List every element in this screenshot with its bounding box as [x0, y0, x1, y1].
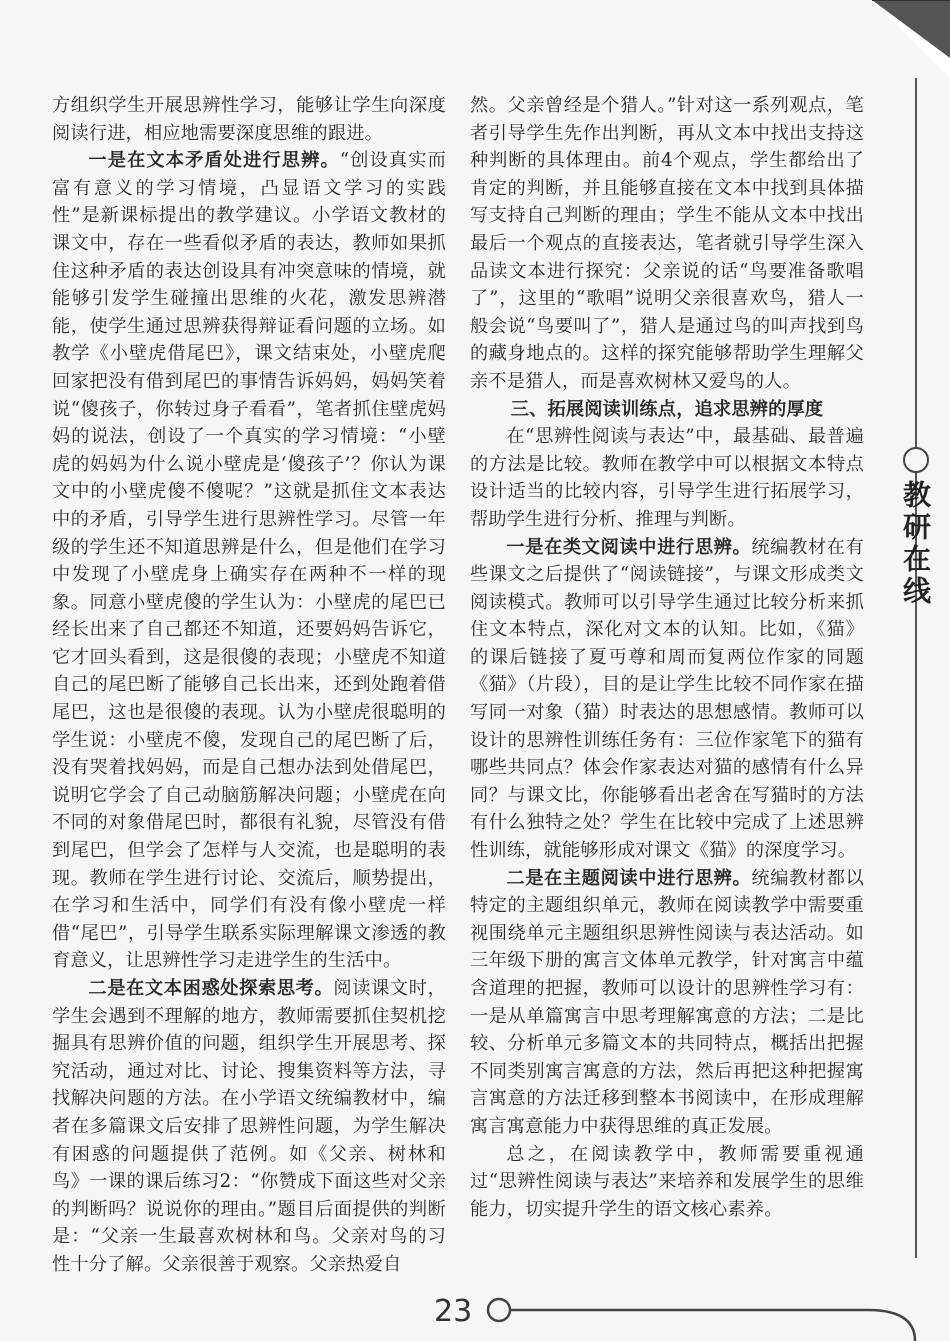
paragraph: 一是在文本矛盾处进行思辨。“创设真实而富有意义的学习情境，凸显语文学习的实践性”是新课标提出的教学建议。小学语文教材的课文中，存在一些看似矛盾的表达，教师如果抓住这种矛盾的表达创设具有冲突意味的情境，就能够引发学生碰撞出思维的火花，激发思辨潜能，使学生通过思辨获得辩证看问题的立场。如教学《小壁虎借尾巴》，课文结束处，小壁虎爬回家把没有借到尾巴的事情告诉妈妈，妈妈笑着说“傻孩子，你转过身子看看”，笔者抓住壁虎妈妈的说法，创设了一个真实的学习情境：“小壁虎的妈妈为什么说小壁虎是‘傻孩子’？你认为课文中的小壁虎傻不傻呢？”这就是抓住文本表达中的矛盾，引导学生进行思辨性学习。尽管一年级的学生还不知道思辨是什么，但是他们在学习中发现了小壁虎身上确实存在两种不一样的现象。同意小壁虎傻的学生认为：小壁虎的尾巴已经长出来了自己都还不知道，还要妈妈告诉它，它才回头看到，这是很傻的表现；小壁虎不知道自己的尾巴断了能够自己长出来，还到处跑着借尾巴，这也是很傻的表现。认为小壁虎很聪明的学生说：小壁虎不傻，发现自己的尾巴断了后，没有哭着找妈妈，而是自己想办法到处借尾巴，说明它学会了自己动脑筋解决问题；小壁虎在向不同的对象借尾巴时，都很有礼貌，尽管没有借到尾巴，但学会了怎样与人交流，也是聪明的表现。教师在学生进行讨论、交流后，顺势提出，在学习和生活中，同学们有没有像小壁虎一样借“尾巴”，引导学生联系实际理解课文渗透的教育意义，让思辨性学习走进学生的生活中。	[52, 150, 446, 972]
side-rule	[915, 78, 917, 1258]
side-circle-marker	[903, 447, 929, 473]
right-column	[470, 92, 864, 1223]
paragraph-lead: 一是在类文阅读中进行思辨。	[506, 536, 752, 558]
paragraph: 二是在文本困惑处探索思考。阅读课文时，学生会遇到不理解的地方，教师需要抓住契机挖掘具有思辨价值的问题，组织学生开展思考、探究活动，通过对比、讨论、搜集资料等方法，寻找解决问题的方法。在小学语文统编教材中，编者在多篇课文后安排了思辨性问题，为学生解决有困惑的问题提供了范例。如《父亲、树林和鸟》一课的课后练习2：“你赞成下面这些对父亲的判断吗？说说你的理由。”题目后面提供的判断是：“父亲一生最喜欢树林和鸟。父亲对鸟的习性十分了解。父亲很善于观察。父亲热爱自	[52, 978, 447, 1275]
paragraph: 一是在类文阅读中进行思辨。统编教材在有些课文之后提供了“阅读链接”，与课文形成类文阅读模式。教师可以引导学生通过比较分析来抓住文本特点，深化对文本的认知。比如，《猫》的课后链接了夏丏尊和周而复两位作家的同题《猫》（片段），目的是让学生比较不同作家在描写同一对象（猫）时表达的思想感情。教师可以设计的思辨性训练任务有：三位作家笔下的猫有哪些共同点？体会作家表达对猫的感情有什么异同？与课文比，你能够看出老舍在写猫时的方法有什么独特之处？学生在比较中完成了上述思辨性训练，就能够形成对课文《猫》的深度学习。	[470, 536, 865, 862]
section-label: 教研在线	[899, 480, 932, 608]
paragraph: 方组织学生开展思辨性学习，能够让学生向深度阅读行进，相应地需要深度思维的跟进。	[52, 95, 446, 144]
left-column	[52, 92, 446, 1279]
paragraph-lead: 二是在文本困惑处探索思考。	[88, 978, 334, 999]
paragraph: 二是在主题阅读中进行思辨。统编教材都以特定的主题组织单元，教师在阅读教学中需要重视围绕单元主题组织思辨性阅读与表达活动。如三年级下册的寓言文体单元教学，针对寓言中蕴含道理的把握，教师可以设计的思辨性学习有：一是从单篇寓言中思考理解寓意的方法；二是比较、分析单元多篇文本的共同特点，概括出把握不同类别寓言寓意的方法，然后再把这种把握寓言寓意的方法迁移到整本书阅读中，在形成理解寓言寓意能力中获得思维的真正发展。	[470, 867, 865, 1137]
paragraph: 总之，在阅读教学中，教师需要重视通过“思辨性阅读与表达”来培养和发展学生的思维能力，切实提升学生的语文核心素养。	[470, 1143, 864, 1220]
corner-triangle-decoration	[872, 0, 950, 78]
paragraph: 然。父亲曾经是个猎人。”针对这一系列观点，笔者引导学生先作出判断，再从文本中找出支持这种判断的具体理由。前4个观点，学生都给出了肯定的判断，并且能够直接在文本中找到具体描写支持自己判断的理由；学生不能从文本中找出最后一个观点的直接表达，笔者就引导学生深入品读文本进行探究：父亲说的话“鸟要准备歌唱了”，这里的“歌唱”说明父亲很喜欢鸟，猎人一般会说“鸟要叫了”，猎人是通过鸟的叫声找到鸟的藏身地点的。这样的探究能够帮助学生理解父亲不是猎人，而是喜欢树林又爱鸟的人。	[470, 95, 864, 392]
section-heading: 三、拓展阅读训练点，追求思辨的厚度	[510, 398, 824, 420]
paragraph-lead: 一是在文本矛盾处进行思辨。	[88, 150, 340, 172]
paragraph: 在“思辨性阅读与表达”中，最基础、最普遍的方法是比较。教师在教学中可以根据文本特点设计适当的比较内容，引导学生进行拓展学习，帮助学生进行分析、推理与判断。	[470, 426, 864, 530]
page-number: 23	[434, 1294, 473, 1329]
paragraph-lead: 二是在主题阅读中进行思辨。	[506, 867, 752, 889]
footer-decoration	[428, 1290, 950, 1341]
